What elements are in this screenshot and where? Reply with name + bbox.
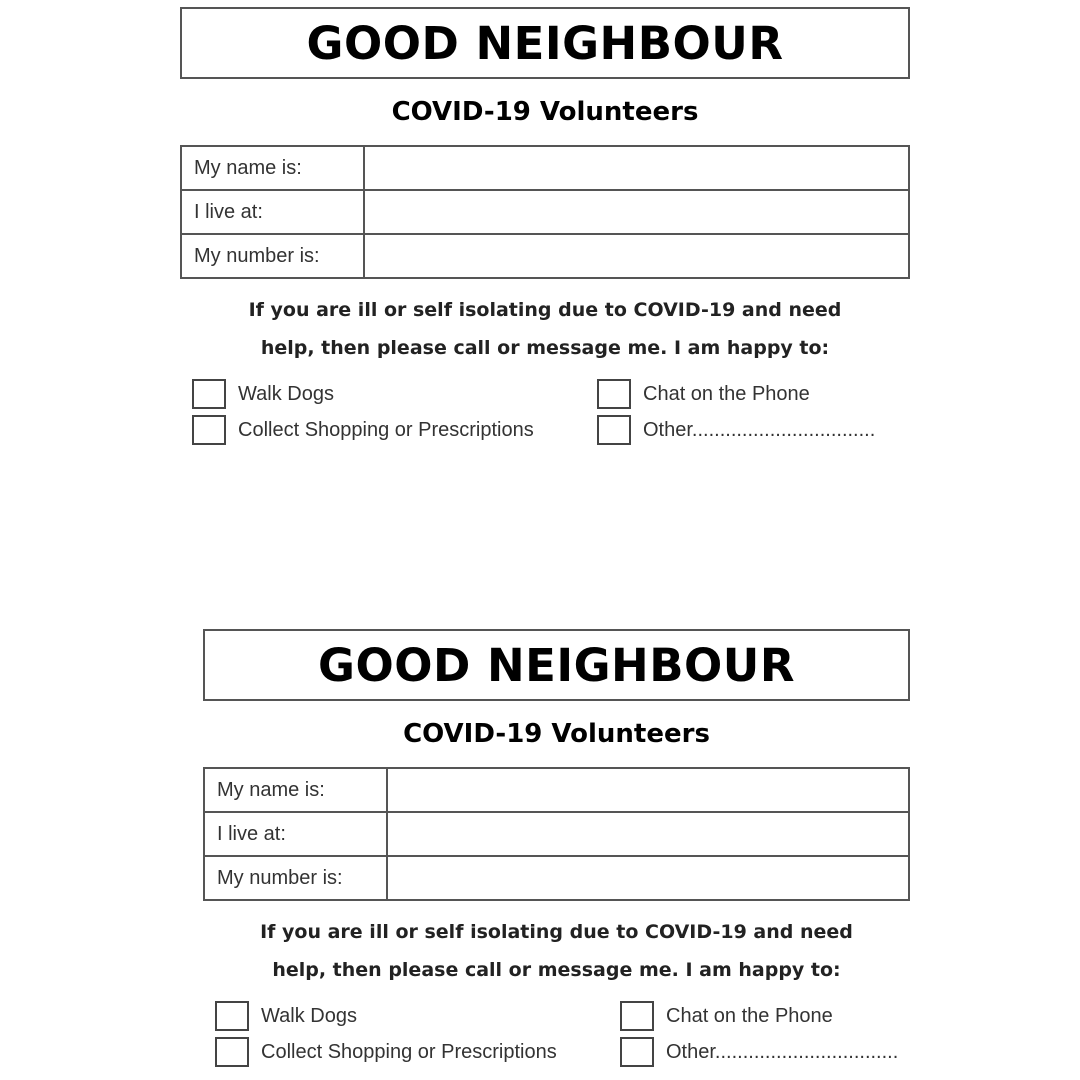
option-collect-shopping[interactable] xyxy=(215,1037,620,1067)
name-label: My name is: xyxy=(204,768,387,812)
table-row xyxy=(204,768,909,812)
option-label: Walk Dogs xyxy=(261,1004,357,1027)
chat-phone-checkbox[interactable] xyxy=(620,1001,654,1031)
address-field[interactable] xyxy=(387,812,909,856)
name-label: My name is: xyxy=(181,146,364,190)
help-line-1: If you are ill or self isolating due to COVID-19 and need xyxy=(248,299,842,321)
walk-dogs-checkbox[interactable] xyxy=(215,1001,249,1031)
volunteer-card-2 xyxy=(203,629,910,1067)
collect-shopping-checkbox[interactable] xyxy=(192,415,226,445)
options-list xyxy=(215,1001,910,1067)
option-other[interactable] xyxy=(620,1037,920,1067)
other-checkbox[interactable] xyxy=(597,415,631,445)
details-table xyxy=(180,145,910,279)
number-label: My number is: xyxy=(204,856,387,900)
option-walk-dogs[interactable] xyxy=(192,379,597,409)
number-field[interactable] xyxy=(387,856,909,900)
table-row xyxy=(181,190,909,234)
volunteer-card-1 xyxy=(180,7,910,445)
option-chat-phone[interactable] xyxy=(597,379,897,409)
card-subtitle: COVID-19 Volunteers xyxy=(391,97,699,127)
option-label: Collect Shopping or Prescriptions xyxy=(238,418,534,441)
help-line-2: help, then please call or message me. I am happy to: xyxy=(260,337,830,359)
options-list xyxy=(192,379,910,445)
title-box xyxy=(203,629,910,701)
details-table xyxy=(203,767,910,901)
help-text xyxy=(203,913,910,989)
help-line-2: help, then please call or message me. I am happy to: xyxy=(272,959,841,981)
option-label: Chat on the Phone xyxy=(643,382,810,405)
name-field[interactable] xyxy=(364,146,909,190)
option-walk-dogs[interactable] xyxy=(215,1001,620,1031)
name-field[interactable] xyxy=(387,768,909,812)
title-box xyxy=(180,7,910,79)
number-field[interactable] xyxy=(364,234,909,278)
option-label: Other................................. xyxy=(666,1040,899,1063)
help-text xyxy=(180,291,910,367)
option-collect-shopping[interactable] xyxy=(192,415,597,445)
option-other[interactable] xyxy=(597,415,897,445)
table-row xyxy=(181,234,909,278)
card-title: GOOD NEIGHBOUR xyxy=(306,16,784,70)
help-line-1: If you are ill or self isolating due to COVID-19 and need xyxy=(260,921,853,943)
option-label: Collect Shopping or Prescriptions xyxy=(261,1040,557,1063)
address-label: I live at: xyxy=(204,812,387,856)
collect-shopping-checkbox[interactable] xyxy=(215,1037,249,1067)
other-checkbox[interactable] xyxy=(620,1037,654,1067)
option-label: Walk Dogs xyxy=(238,382,334,405)
card-title: GOOD NEIGHBOUR xyxy=(318,638,795,692)
option-chat-phone[interactable] xyxy=(620,1001,920,1031)
address-label: I live at: xyxy=(181,190,364,234)
address-field[interactable] xyxy=(364,190,909,234)
card-subtitle: COVID-19 Volunteers xyxy=(403,719,710,749)
chat-phone-checkbox[interactable] xyxy=(597,379,631,409)
table-row xyxy=(204,856,909,900)
option-label: Other................................. xyxy=(643,418,876,441)
walk-dogs-checkbox[interactable] xyxy=(192,379,226,409)
number-label: My number is: xyxy=(181,234,364,278)
option-label: Chat on the Phone xyxy=(666,1004,833,1027)
table-row xyxy=(204,812,909,856)
table-row xyxy=(181,146,909,190)
